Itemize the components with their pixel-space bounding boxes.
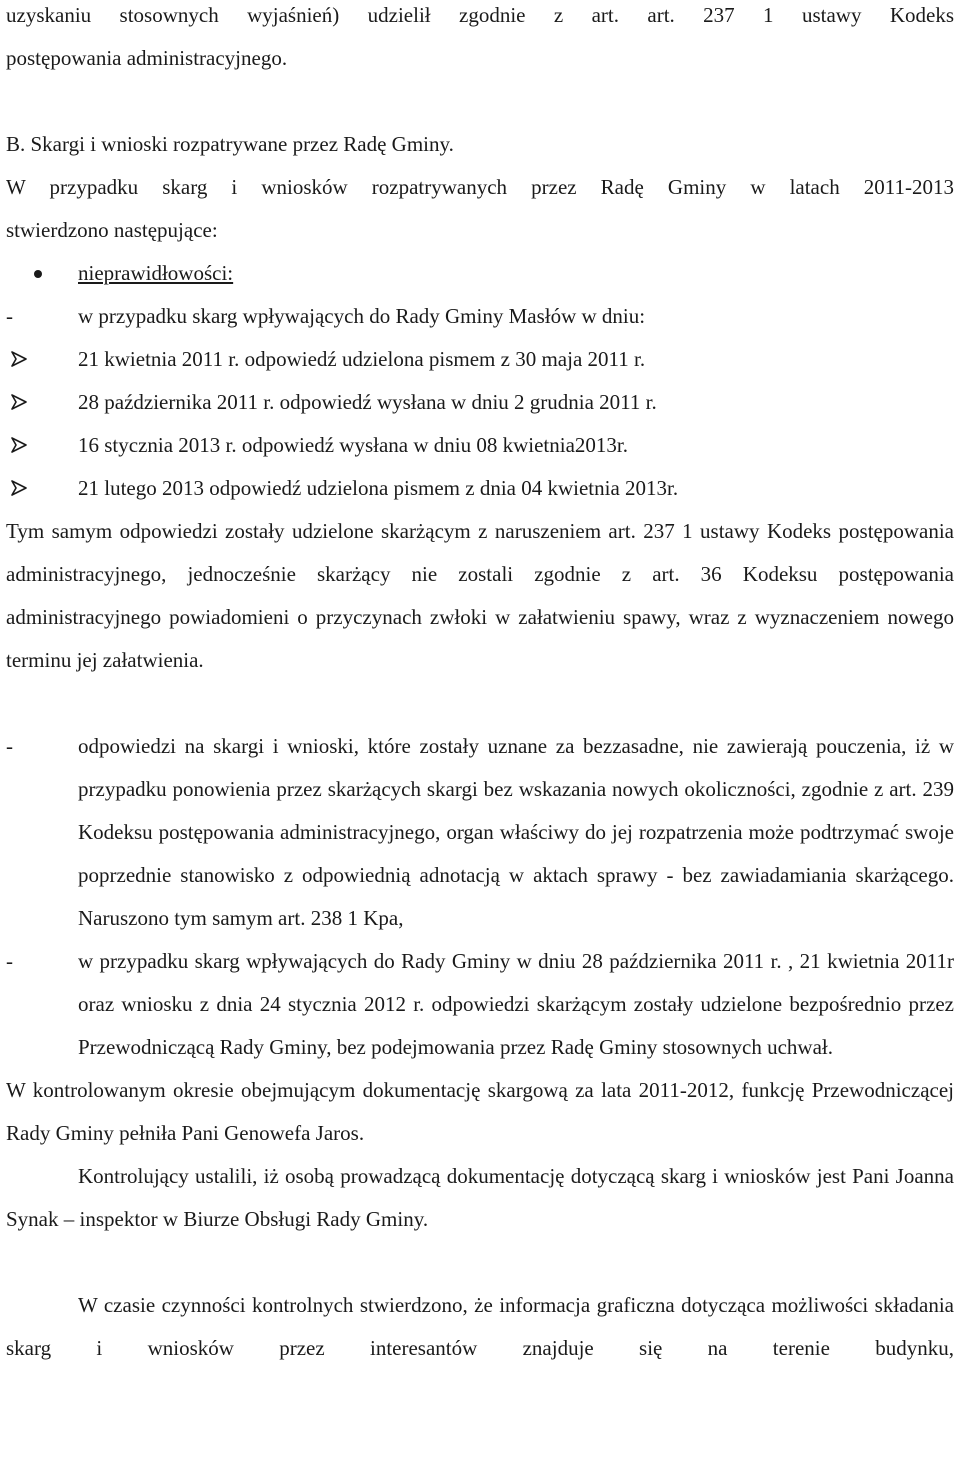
paragraph-line: stwierdzono następujące: <box>6 218 218 242</box>
dash-marker: - <box>6 949 13 973</box>
dash-marker: - <box>6 734 13 758</box>
arrow-list-item <box>6 338 954 381</box>
paragraph-inspector: Kontrolujący ustalili, iż osobą prowadzącą dokumentację dotyczącą skarg i wniosków jest Pani Joanna Synak – inspektor w Biurze Obsługi Rady Gminy. <box>6 1164 954 1231</box>
dash-item <box>6 725 954 940</box>
dash-marker: - <box>6 304 13 328</box>
dash-item-text: odpowiedzi na skargi i wnioski, które zostały uznane za bezzasadne, nie zawierają pouczenia, iż w przypadku ponowienia przez skarżących skargi bez wskazania nowych okoliczności, zgodnie z art. 239 Kodeksu postępowania administracyjnego, organ właściwy do jej rozpatrzenia może podtrzymać swoje poprzednie stanowisko z odpowiednią adnotacją w aktach sprawy - bez zawiadamiania skarżącego. Naruszono tym samym art. 238 1 Kpa, <box>78 734 954 930</box>
dash-item-text: w przypadku skarg wpływających do Rady Gminy w dniu 28 października 2011 r. , 21 kwietnia 2011r oraz wniosku z dnia 24 stycznia 2012 r. odpowiedzi skarżącym zostały udzielone bezpośrednio przez Przewodniczącą Rady Gminy, bez podejmowania przez Radę Gminy stosownych uchwał. <box>78 949 954 1059</box>
arrow-bullet-icon <box>10 480 28 496</box>
bullet-label: nieprawidłowości: <box>78 261 234 285</box>
dash-item <box>6 940 954 1069</box>
arrow-list-item <box>6 467 954 510</box>
spacer <box>6 1241 954 1284</box>
paragraph-continuation <box>6 0 954 80</box>
paragraph-line: postępowania administracyjnego. <box>6 46 288 70</box>
arrow-list-text: 16 stycznia 2013 r. odpowiedź wysłana w dniu 08 kwietnia2013r. <box>78 433 628 457</box>
arrow-list-text: 28 października 2011 r. odpowiedź wysłana w dniu 2 grudnia 2011 r. <box>78 390 657 414</box>
arrow-list-item <box>6 424 954 467</box>
bullet-icon <box>34 270 42 278</box>
paragraph-chairperson: W kontrolowanym okresie obejmującym dokumentację skargową za lata 2011-2012, funkcję Przewodniczącej Rady Gminy pełniła Pani Genowefa Jaros. <box>6 1078 954 1145</box>
dash-item <box>6 295 954 338</box>
arrow-bullet-icon <box>10 437 28 453</box>
arrow-list-text: 21 kwietnia 2011 r. odpowiedź udzielona pismem z 30 maja 2011 r. <box>78 347 646 371</box>
arrow-bullet-icon <box>10 351 28 367</box>
dash-item-text: w przypadku skarg wpływających do Rady Gminy Masłów w dniu: <box>78 304 646 328</box>
paragraph-line: W przypadku skarg i wniosków rozpatrywanych przez Radę Gminy w latach 2011-2013 <box>6 175 954 199</box>
intro-paragraph <box>6 166 954 252</box>
spacer <box>6 682 954 725</box>
section-heading: B. Skargi i wnioski rozpatrywane przez Radę Gminy. <box>6 132 454 156</box>
arrow-list-item <box>6 381 954 424</box>
paragraph-violation: Tym samym odpowiedzi zostały udzielone skarżącym z naruszeniem art. 237 1 ustawy Kodeks postępowania administracyjnego, jednocześnie skarżący nie zostali zgodnie z art. 36 Kodeksu postępowania administracyjnego powiadomieni o przyczynach zwłoki w załatwieniu spawy, wraz z wyznaczeniem nowego terminu jej załatwienia. <box>6 519 954 672</box>
bullet-item <box>6 252 954 295</box>
arrow-bullet-icon <box>10 394 28 410</box>
paragraph-graphic-info: W czasie czynności kontrolnych stwierdzono, że informacja graficzna dotycząca możliwości składania skarg i wniosków przez interesantów znajduje się na terenie budynku, <box>6 1293 954 1360</box>
arrow-list-text: 21 lutego 2013 odpowiedź udzielona pismem z dnia 04 kwietnia 2013r. <box>78 476 679 500</box>
document-page <box>6 0 954 1370</box>
paragraph-line: uzyskaniu stosownych wyjaśnień) udzielił zgodnie z art. art. 237 1 ustawy Kodeks <box>6 3 954 27</box>
